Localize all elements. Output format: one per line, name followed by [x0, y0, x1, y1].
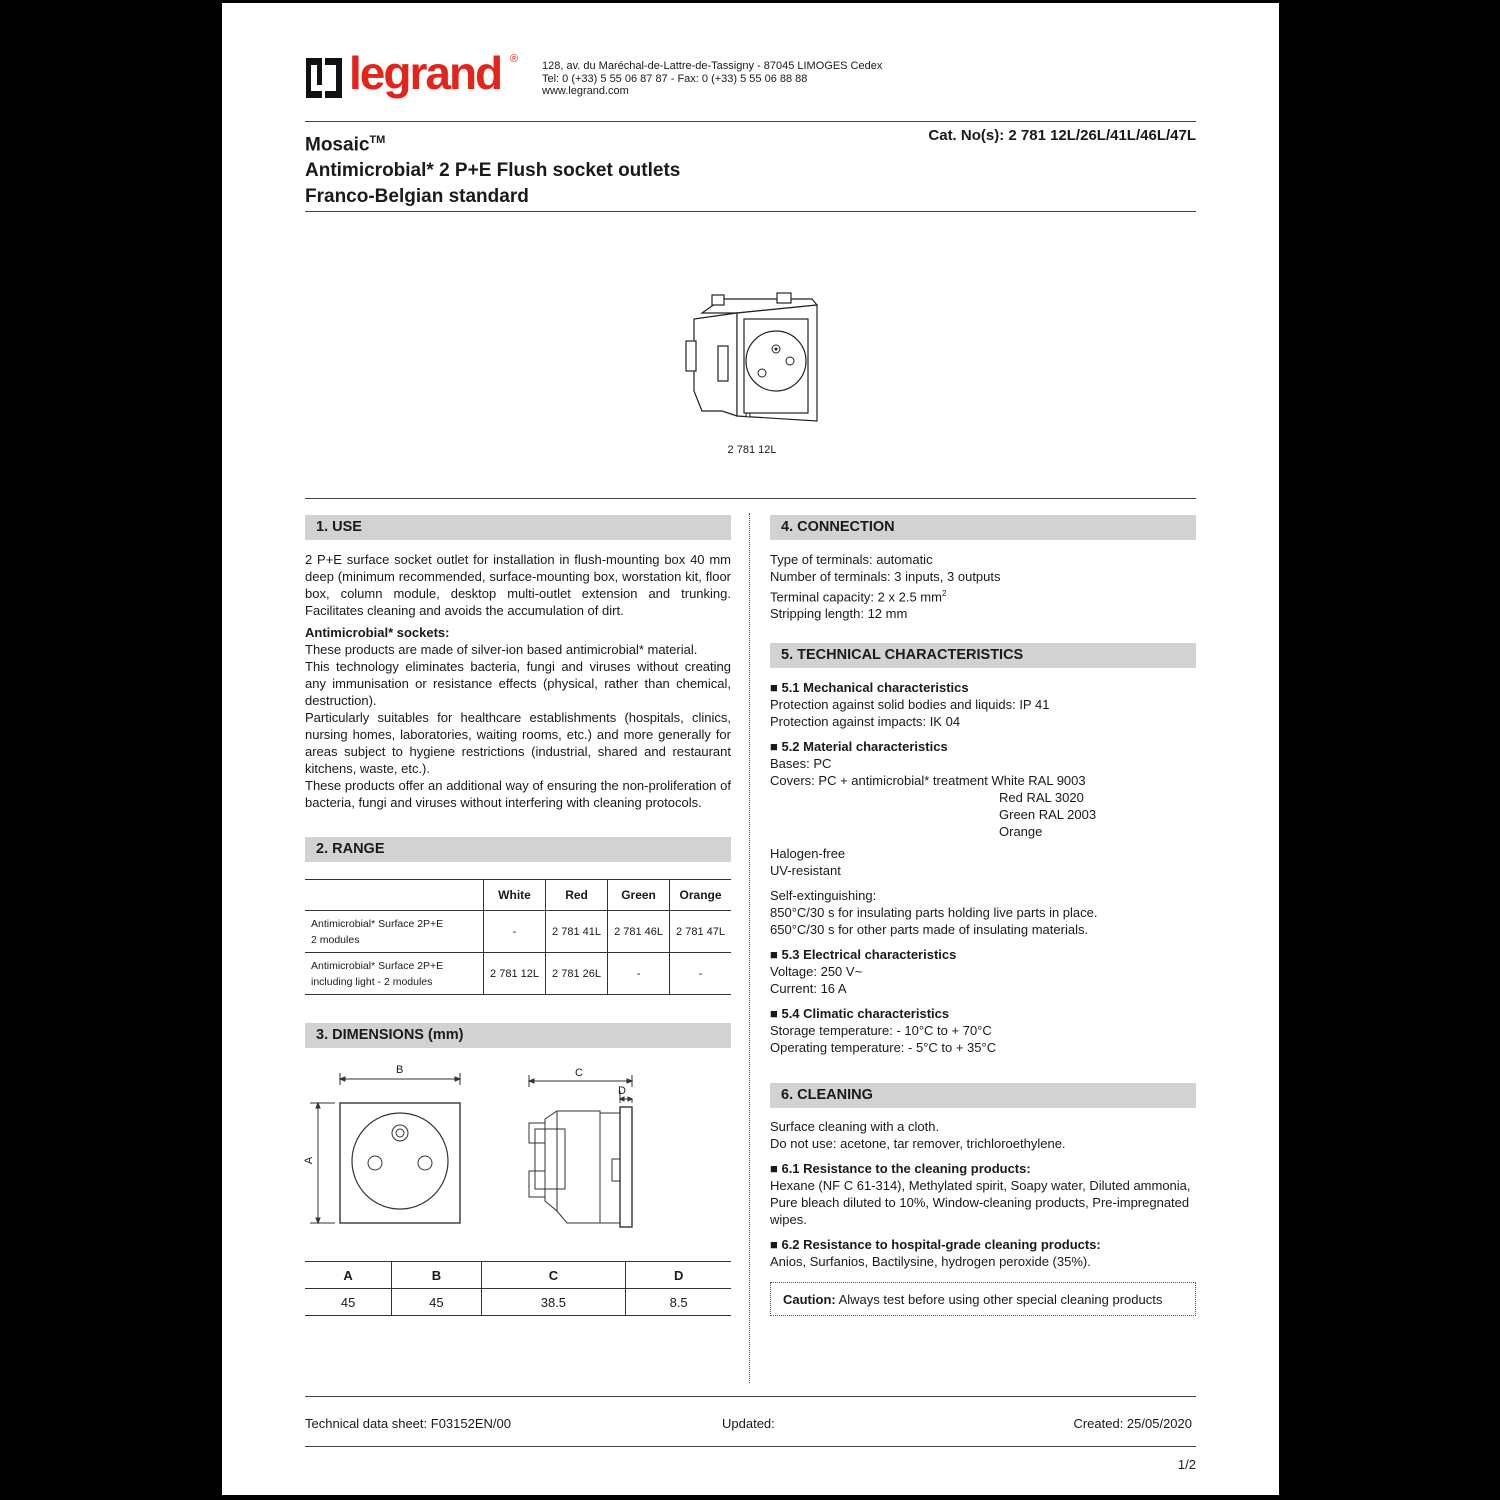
- color-option: Red RAL 3020: [999, 790, 1084, 805]
- connection-line: Terminal capacity: 2 x 2.5 mm: [770, 589, 942, 605]
- dimension-label-c: C: [575, 1067, 583, 1079]
- color-option: Green RAL 2003: [999, 807, 1097, 822]
- range-col-header: Green: [608, 880, 670, 911]
- subheading: ■ 5.4 Climatic characteristics: [770, 1006, 950, 1021]
- range-cell: -: [484, 911, 546, 953]
- range-cell: 2 781 41L: [546, 911, 608, 953]
- caution-text: Always test before using other special cleaning products: [835, 1292, 1163, 1307]
- dimension-label-d: D: [618, 1085, 626, 1097]
- dimension-label-a: A: [303, 1156, 316, 1165]
- subheading: ■ 5.3 Electrical characteristics: [770, 947, 957, 962]
- section-heading: 5. TECHNICAL CHARACTERISTICS: [770, 643, 1196, 668]
- connection-line: Type of terminals: automatic: [770, 552, 933, 567]
- product-title: Antimicrobial* 2 P+E Flush socket outlets: [305, 160, 681, 182]
- technical-section: ■ 5.1 Mechanical characteristics Protection against solid bodies and liquids: IP 41 Protection against impacts: IK 04 ■ 5.2 Material characteristics Bases: PC Covers: PC + antimicrobial* treatment White RAL 9003 Red RAL 3020 Green RAL 2003 Orange Halogen-free UV-resistant Self-extinguishing: 850°C/30 s for insulating parts holding live parts in place. 650°C/30 s for other parts made of insulating materials. ■ 5.3 Electrical characteristics Voltage: 250 V~ Current: 16 A ■ 5.4 Climatic characteristics Storage temperature: - 10°C to + 70°C Operating temperature: - 5°C to + 35°C: [770, 679, 1196, 1056]
- front-view-drawing: [305, 1065, 465, 1230]
- connection-line: Number of terminals: 3 inputs, 3 outputs: [770, 569, 1001, 584]
- dims-col-header: B: [392, 1262, 481, 1289]
- use-paragraph: Particularly suitables for healthcare establishments (hospitals, clinics, nursing homes, laboratories, waiting rooms, etc.) and more generally for areas subject to hygiene restrictions (industrial, shared and restaurant kitchens, waste, etc.).: [305, 710, 731, 776]
- range-cell: 2 781 12L: [484, 953, 546, 995]
- section-heading: 3. DIMENSIONS (mm): [305, 1023, 731, 1048]
- created-date: Created: 25/05/2020: [1073, 1416, 1192, 1431]
- document-title: [305, 127, 680, 210]
- dims-col-header: A: [305, 1262, 392, 1289]
- section-heading: 4. CONNECTION: [770, 515, 1196, 540]
- range-row-label: Antimicrobial* Surface 2P+E 2 modules: [305, 911, 484, 953]
- range-cell: 2 781 46L: [608, 911, 670, 953]
- dims-value: 38.5: [481, 1289, 626, 1316]
- company-address: [542, 60, 882, 98]
- phone-line: Tel: 0 (+33) 5 55 06 87 87 - Fax: 0 (+33) 5 55 06 88 88: [542, 72, 808, 85]
- standard-title: Franco-Belgian standard: [305, 186, 529, 208]
- caution-label: Caution:: [783, 1292, 836, 1307]
- dims-value: 8.5: [626, 1289, 731, 1316]
- range-cell: 2 781 47L: [670, 911, 731, 953]
- range-col-header: Red: [546, 880, 608, 911]
- series-name: Mosaic: [305, 134, 370, 156]
- range-corner: [305, 880, 484, 911]
- subheading: ■ 6.1 Resistance to the cleaning products:: [770, 1161, 1031, 1176]
- connection-section: Type of terminals: automatic Number of terminals: 3 inputs, 3 outputs Terminal capacity: 2 x 2.5 $mm^2$ Stripping length: 12 mm: [770, 551, 1196, 622]
- color-option: Orange: [999, 824, 1043, 839]
- website-line: www.legrand.com: [542, 85, 629, 97]
- page-number: 1/2: [1177, 1457, 1196, 1472]
- range-col-header: Orange: [670, 880, 731, 911]
- subheading: ■ 6.2 Resistance to hospital-grade cleaning products:: [770, 1237, 1101, 1252]
- use-paragraph: These products offer an additional way of ensuring the non-proliferation of bacteria, fungi and viruses without interfering with cleaning protocols.: [305, 778, 731, 810]
- dims-value: 45: [392, 1289, 481, 1316]
- range-row-label: Antimicrobial* Surface 2P+E including light - 2 modules: [305, 953, 484, 995]
- subheading: ■ 5.2 Material characteristics: [770, 739, 948, 754]
- column-divider: [749, 513, 750, 1383]
- section-heading: 2. RANGE: [305, 837, 731, 862]
- caution-box: [770, 1282, 1196, 1316]
- dims-value: 45: [305, 1289, 392, 1316]
- dims-col-header: C: [481, 1262, 626, 1289]
- brand-name: legrand: [349, 47, 502, 99]
- catalogue-numbers: Cat. No(s): 2 781 12L/26L/41L/46L/47L: [928, 127, 1196, 144]
- range-col-header: White: [484, 880, 546, 911]
- use-paragraph: 2 P+E surface socket outlet for installation in flush-mounting box 40 mm deep (minimum recommended, surface-mounting box, worstation kit, floor box, column module, desktop multi-outlet extension and trunking. Facilitates cleaning and avoids the accumulation of dirt.: [305, 552, 731, 618]
- use-section: [305, 551, 731, 811]
- legrand-square-icon: [305, 57, 343, 99]
- table-row: [305, 953, 731, 995]
- section-heading: 1. USE: [305, 515, 731, 540]
- range-cell: -: [670, 953, 731, 995]
- subheading: ■ 5.1 Mechanical characteristics: [770, 680, 969, 695]
- dims-col-header: D: [626, 1262, 731, 1289]
- legrand-logo: [305, 47, 525, 108]
- product-image: [682, 291, 822, 426]
- dimension-label-b: B: [396, 1064, 404, 1076]
- image-caption: 2 781 12L: [727, 444, 777, 456]
- range-cell: 2 781 26L: [546, 953, 608, 995]
- cleaning-section: Surface cleaning with a cloth. Do not use: acetone, tar remover, trichloroethylene. ■ 6.1 Resistance to the cleaning products: Hexane (NF C 61-314), Methylated spirit, Soapy water, Diluted ammonia, Pure bleach diluted to 10%, Window-cleaning products, Pre-impregnated wipes. ■ 6.2 Resistance to hospital-grade cleaning products: Anios, Surfanios, Bactilysine, hydrogen peroxide (35%).: [770, 1118, 1196, 1270]
- range-cell: -: [608, 953, 670, 995]
- table-row: [305, 1289, 731, 1316]
- connection-line: Stripping length: 12 mm: [770, 606, 908, 622]
- range-table: [305, 879, 731, 995]
- updated-date: Updated:: [722, 1416, 775, 1431]
- registered-mark: ®: [510, 53, 519, 65]
- use-paragraph: This technology eliminates bacteria, fungi and viruses without creating any immunisation or resistance effects (physical, rather than chemical, destruction).: [305, 659, 731, 708]
- document-page: [222, 3, 1279, 1495]
- section-heading: 6. CLEANING: [770, 1083, 1196, 1108]
- address-line: 128, av. du Maréchal-de-Lattre-de-Tassigny - 87045 LIMOGES Cedex: [542, 60, 883, 72]
- trademark: TM: [369, 134, 386, 146]
- use-paragraph: These products are made of silver-ion based antimicrobial* material.: [305, 642, 698, 657]
- table-row: [305, 911, 731, 953]
- sheet-number: Technical data sheet: F03152EN/00: [305, 1416, 511, 1431]
- dimensions-table: [305, 1261, 731, 1316]
- use-subheading: Antimicrobial* sockets:: [305, 625, 450, 640]
